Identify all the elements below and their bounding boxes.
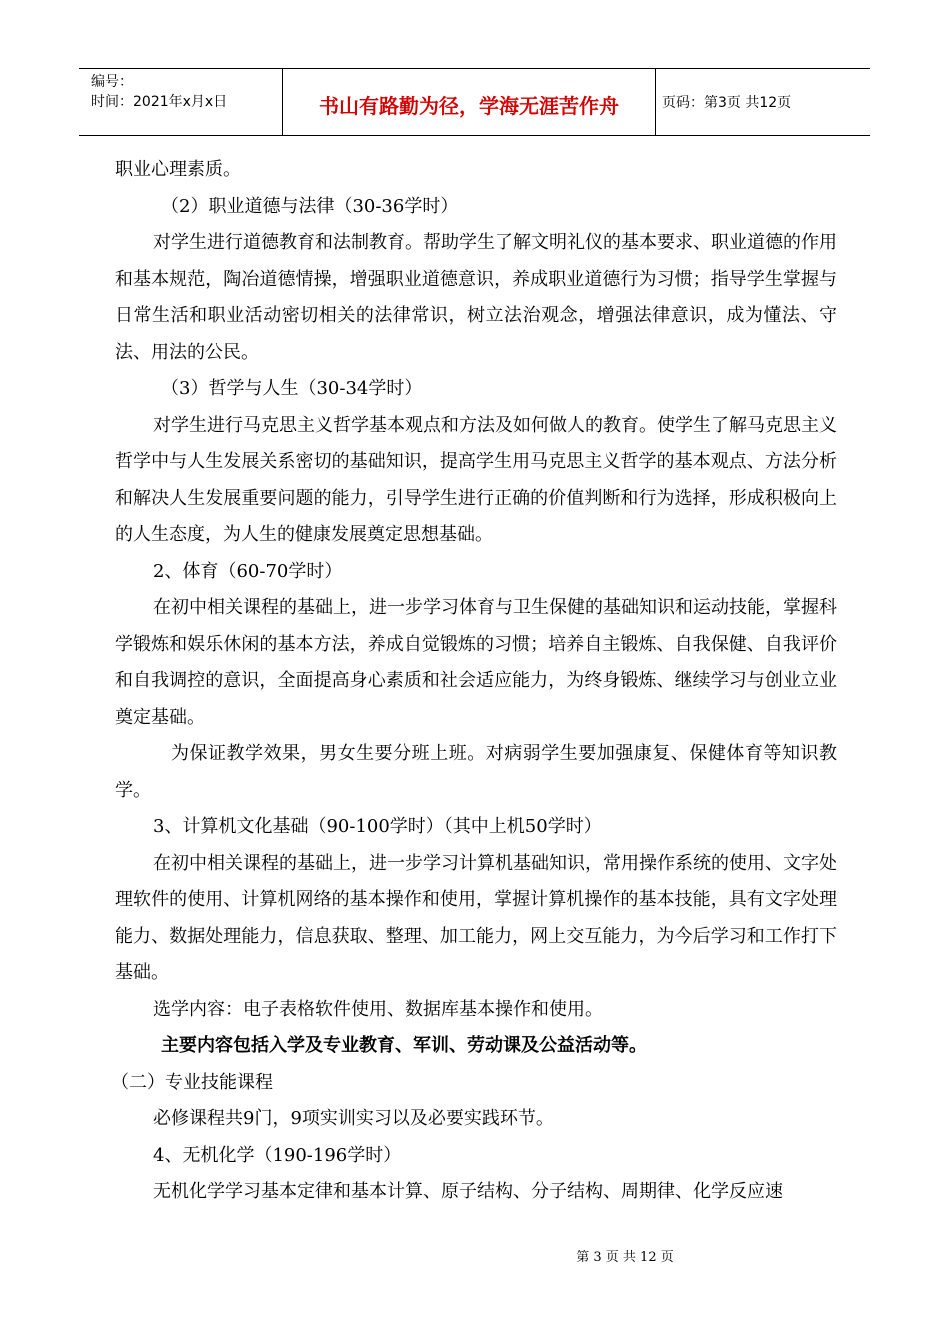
paragraph: 在初中相关课程的基础上，进一步学习体育与卫生保健的基础知识和运动技能，掌握科学锻炼和娱乐休闲的基本方法，养成自觉锻炼的习惯；培养自主锻炼、自我保健、自我评价和自我调控的意识，全面提高身心素质和社会适应能力，为终身锻炼、继续学习与创业立业奠定基础。 bbox=[115, 597, 837, 728]
paragraph: 职业心理素质。 bbox=[115, 159, 241, 180]
section-heading: （3）哲学与人生（30-34学时） bbox=[161, 378, 423, 399]
paragraph: 对学生进行马克思主义哲学基本观点和方法及如何做人的教育。使学生了解马克思主义哲学中与人生发展关系密切的基础知识，提高学生用马克思主义哲学的基本观点、方法分析和解决人生发展重要问题的能力，引导学生进行正确的价值判断和行为选择，形成积极向上的人生态度，为人生的健康发展奠定思想基础。 bbox=[115, 414, 837, 545]
section-heading: 3、计算机文化基础（90-100学时）（其中上机50学时） bbox=[153, 816, 602, 837]
page-number: 第 3 页 共 12 页 bbox=[576, 1250, 674, 1265]
paragraph: 必修课程共9门，9项实训实习以及必要实践环节。 bbox=[153, 1108, 554, 1129]
section-heading: （2）职业道德与法律（30-36学时） bbox=[161, 195, 459, 217]
motto-text: 书山有路勤为径，学海无涯苦作舟 bbox=[319, 93, 619, 118]
paragraph: 无机化学学习基本定律和基本计算、原子结构、分子结构、周期律、化学反应速 bbox=[153, 1181, 783, 1202]
paragraph: 选学内容：电子表格软件使用、数据库基本操作和使用。 bbox=[153, 998, 603, 1020]
document-number-label: 编号： bbox=[91, 74, 133, 90]
header-meta bbox=[79, 69, 283, 135]
bold-paragraph: 主要内容包括入学及专业教育、军训、劳动课及公益活动等。 bbox=[161, 1035, 647, 1056]
section-heading: 2、体育（60-70学时） bbox=[153, 560, 343, 582]
document-time-label: 时间：2021年x月x日 bbox=[91, 94, 228, 110]
paragraph: 对学生进行道德教育和法制教育。帮助学生了解文明礼仪的基本要求、职业道德的作用和基本规范，陶冶道德情操，增强职业道德意识，养成职业道德行为习惯；指导学生掌握与日常生活和职业活动密切相关的法律常识，树立法治观念，增强法律意识，成为懂法、守法、用法的公民。 bbox=[115, 232, 837, 363]
page-info-text: 页码：第3页 共12页 bbox=[662, 95, 792, 111]
header-page-info bbox=[656, 69, 870, 135]
paragraph: 为保证教学效果，男女生要分班上班。对病弱学生要加强康复、保健体育等知识教学。 bbox=[115, 743, 837, 801]
header-motto bbox=[283, 69, 656, 135]
paragraph: 在初中相关课程的基础上，进一步学习计算机基础知识，常用操作系统的使用、文字处理软件的使用、计算机网络的基本操作和使用，掌握计算机操作的基本技能，具有文字处理能力、数据处理能力，信息获取、整理、加工能力，网上交互能力，为今后学习和工作打下基础。 bbox=[115, 852, 837, 983]
section-heading: （二）专业技能课程 bbox=[111, 1071, 273, 1093]
document-body bbox=[111, 152, 837, 1211]
section-heading: 4、无机化学（190-196学时） bbox=[153, 1144, 402, 1166]
page-header bbox=[79, 68, 870, 136]
page-footer bbox=[0, 1246, 950, 1265]
